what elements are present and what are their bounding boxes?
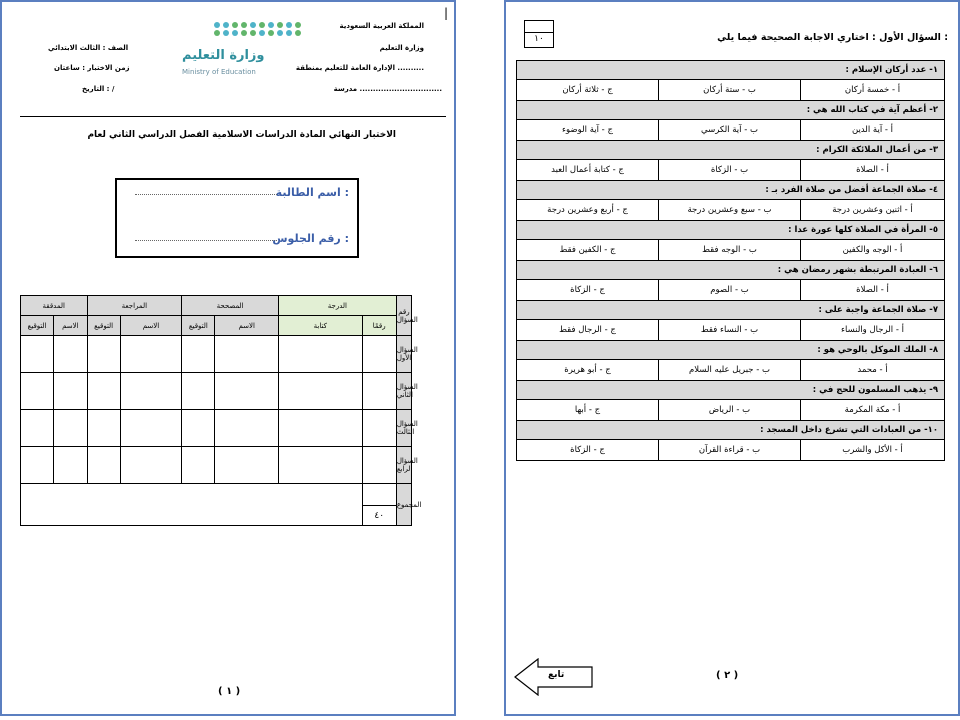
score-value: ١٠ xyxy=(534,34,544,44)
total-value: ٤٠ xyxy=(362,506,396,526)
student-name-line[interactable] xyxy=(135,194,277,195)
option-a[interactable]: أ - الأكل والشرب xyxy=(801,440,945,461)
logo-arabic-text: وزارة التعليم xyxy=(182,48,265,63)
option-b[interactable]: ب - الصوم xyxy=(659,280,801,301)
row-label: السؤال الثالث xyxy=(396,410,411,447)
option-b[interactable]: ب - قراءة القرآن xyxy=(659,440,801,461)
page-number: ( ٢ ) xyxy=(716,670,739,681)
question-row xyxy=(517,341,945,360)
options-row xyxy=(517,320,945,341)
question-row xyxy=(517,181,945,200)
question-text: ٤- صلاة الجماعة أفضل من صلاة الفرد بـ : xyxy=(517,181,945,200)
option-a[interactable]: أ - مكة المكرمة xyxy=(801,400,945,421)
seat-number-line[interactable] xyxy=(135,240,277,241)
option-b[interactable]: ب - الوجه فقط xyxy=(659,240,801,261)
col-question-number: رقم السؤال xyxy=(396,296,411,336)
option-c[interactable]: ج - الكفين فقط xyxy=(517,240,659,261)
exam-cover-page xyxy=(0,0,456,716)
section-title: السؤال الأول : اختاري الاجابة الصحيحة فيما يلي : xyxy=(717,32,948,43)
logo-dots-icon xyxy=(214,22,302,36)
option-a[interactable]: أ - محمد xyxy=(801,360,945,381)
question-text: ٥- المرأة في الصلاة كلها عورة عدا : xyxy=(517,221,945,240)
total-box-top xyxy=(362,484,396,506)
option-c[interactable]: ج - أبها xyxy=(517,400,659,421)
col-group-corrector: المصححة xyxy=(182,296,279,316)
option-b[interactable]: ب - آية الكرسي xyxy=(659,120,801,141)
question-row xyxy=(517,381,945,400)
option-b[interactable]: ب - سبع وعشرين درجة xyxy=(659,200,801,221)
option-a[interactable]: أ - الصلاة xyxy=(801,280,945,301)
question-row xyxy=(517,221,945,240)
option-a[interactable]: أ - خمسة أركان xyxy=(801,80,945,101)
header-ministry: وزارة التعليم xyxy=(379,44,424,52)
options-row xyxy=(517,160,945,181)
header-grade: الصف : الثالث الابتدائي xyxy=(48,44,129,52)
question-text: ١- عدد أركان الإسلام : xyxy=(517,61,945,80)
row-label: السؤال الثاني xyxy=(396,373,411,410)
sub-reviewer-signature: التوقيع xyxy=(87,316,120,336)
option-c[interactable]: ج - ثلاثة أركان xyxy=(517,80,659,101)
option-c[interactable]: ج - أبو هريرة xyxy=(517,360,659,381)
student-info-box xyxy=(115,178,359,258)
corner-mark: | xyxy=(443,6,448,20)
mcq-table xyxy=(516,60,945,461)
header-divider xyxy=(20,116,446,117)
seat-number-label: رقم الجلوس : xyxy=(272,232,349,245)
row-label: السؤال الرابع xyxy=(396,447,411,484)
option-a[interactable]: أ - الصلاة xyxy=(801,160,945,181)
student-name-label: اسم الطالبة : xyxy=(275,186,349,199)
question-row xyxy=(517,261,945,280)
options-row xyxy=(517,440,945,461)
header-duration: زمن الاختبار : ساعتان xyxy=(54,64,130,72)
question-text: ٩- يذهب المسلمون للحج في : xyxy=(517,381,945,400)
option-a[interactable]: أ - آية الدين xyxy=(801,120,945,141)
row-label: السؤال الأول xyxy=(396,336,411,373)
option-b[interactable]: ب - النساء فقط xyxy=(659,320,801,341)
total-label: المجموع xyxy=(396,484,411,526)
exam-questions-page xyxy=(504,0,960,716)
table-row xyxy=(21,336,412,373)
header-school: مدرسة ............................... xyxy=(333,85,442,93)
col-group-reviewer: المراجعة xyxy=(87,296,182,316)
sub-reviewer-name: الاسم xyxy=(120,316,181,336)
header-kingdom: المملكة العربية السعودية xyxy=(339,22,424,30)
option-c[interactable]: ج - الزكاة xyxy=(517,280,659,301)
sub-corrector-name: الاسم xyxy=(215,316,278,336)
col-group-grade: الدرجة xyxy=(278,296,396,316)
table-row xyxy=(21,410,412,447)
options-row xyxy=(517,240,945,261)
sub-auditor-name: الاسم xyxy=(54,316,87,336)
options-row xyxy=(517,400,945,421)
question-text: ٨- الملك الموكل بالوحي هو : xyxy=(517,341,945,360)
option-b[interactable]: ب - ستة أركان xyxy=(659,80,801,101)
option-c[interactable]: ج - الزكاة xyxy=(517,440,659,461)
exam-title: الاختبار النهائي المادة الدراسات الاسلامية الفصل الدراسي الثاني لعام xyxy=(87,130,396,140)
question-text: ٢- أعظم آية في كتاب الله هي : xyxy=(517,101,945,120)
page-number: ( ١ ) xyxy=(218,686,241,697)
option-a[interactable]: أ - الرجال والنساء xyxy=(801,320,945,341)
options-row xyxy=(517,280,945,301)
question-text: ١٠- من العبادات التي تشرع داخل المسجد : xyxy=(517,421,945,440)
option-c[interactable]: ج - الرجال فقط xyxy=(517,320,659,341)
table-row xyxy=(21,447,412,484)
sub-grade-words: كتابة xyxy=(278,316,362,336)
col-group-auditor: المدققة xyxy=(21,296,88,316)
table-row xyxy=(21,373,412,410)
question-row xyxy=(517,141,945,160)
options-row xyxy=(517,200,945,221)
header-directorate: الإدارة العامة للتعليم بمنطقة .......... xyxy=(295,64,424,72)
option-a[interactable]: أ - اثنين وعشرين درجة xyxy=(801,200,945,221)
option-c[interactable]: ج - كتابة أعمال العبد xyxy=(517,160,659,181)
question-row xyxy=(517,61,945,80)
question-text: ٦- العبادة المرتبطة بشهر رمضان هي : xyxy=(517,261,945,280)
option-a[interactable]: أ - الوجه والكفين xyxy=(801,240,945,261)
continue-label[interactable]: تابع xyxy=(548,670,565,680)
options-row xyxy=(517,360,945,381)
sub-auditor-signature: التوقيع xyxy=(21,316,54,336)
option-b[interactable]: ب - الزكاة xyxy=(659,160,801,181)
question-text: ٧- صلاة الجماعة واجبة على : xyxy=(517,301,945,320)
question-row xyxy=(517,421,945,440)
sub-grade-digits: رقمًا xyxy=(362,316,396,336)
ministry-logo xyxy=(170,16,290,80)
question-row xyxy=(517,301,945,320)
question-text: ٣- من أعمال الملائكة الكرام : xyxy=(517,141,945,160)
score-box xyxy=(524,20,554,48)
options-row xyxy=(517,80,945,101)
option-c[interactable]: ج - أربع وعشرين درجة xyxy=(517,200,659,221)
grade-table xyxy=(20,295,422,526)
sub-corrector-signature: التوقيع xyxy=(182,316,215,336)
options-row xyxy=(517,120,945,141)
option-c[interactable]: ج - آية الوضوء xyxy=(517,120,659,141)
logo-english-text: Ministry of Education xyxy=(182,68,256,76)
option-b[interactable]: ب - الرياض xyxy=(659,400,801,421)
option-b[interactable]: ب - جبريل عليه السلام xyxy=(659,360,801,381)
header-date: التاريخ : / xyxy=(82,85,115,93)
question-row xyxy=(517,101,945,120)
